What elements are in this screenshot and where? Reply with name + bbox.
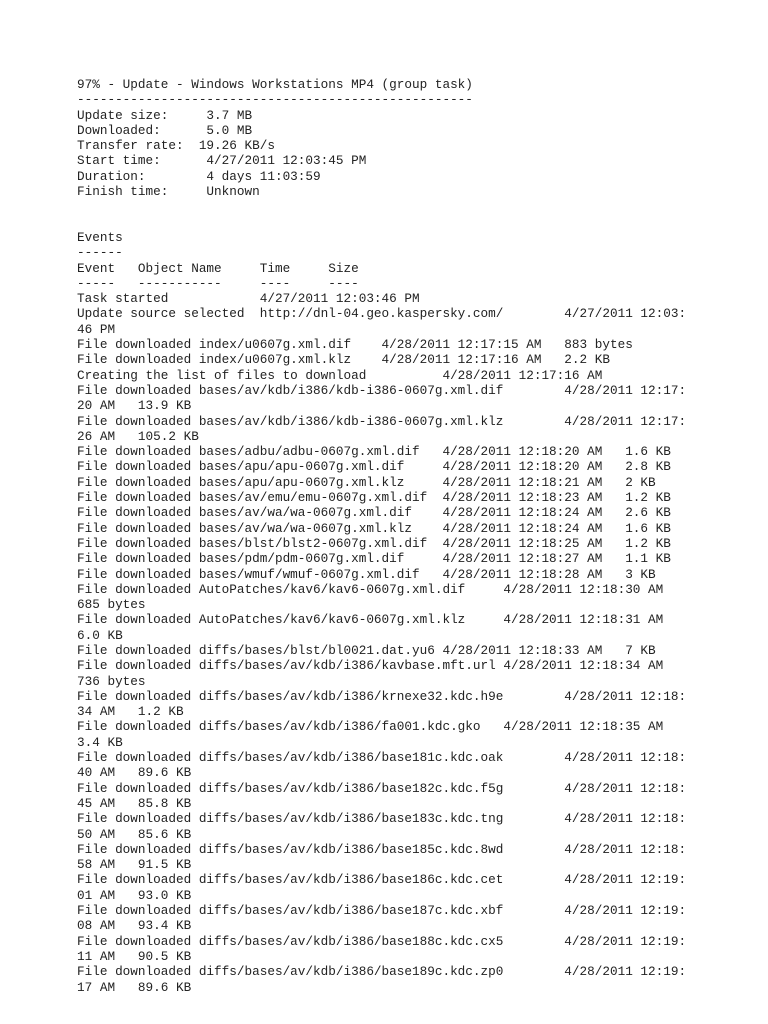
log-line: File downloaded diffs/bases/av/kdb/i386/base185c.kdc.8wd 4/28/2011 12:18: (77, 841, 687, 857)
log-line: 97% - Update - Windows Workstations MP4 (group task) (77, 77, 473, 92)
log-line: File downloaded AutoPatches/kav6/kav6-0607g.xml.klz 4/28/2011 12:18:31 AM (77, 612, 664, 628)
log-line: 736 bytes (77, 673, 146, 689)
log-line: 6.0 KB (77, 627, 123, 643)
log-line: File downloaded diffs/bases/av/kdb/i386/krnexe32.kdc.h9e 4/28/2011 12:18: (77, 688, 687, 704)
log-line: File downloaded diffs/bases/av/kdb/i386/base186c.kdc.cet 4/28/2011 12:19: (77, 872, 687, 888)
log-line: Update source selected http://dnl-04.geo.kaspersky.com/ 4/27/2011 12:03: (77, 306, 687, 322)
log-line: File downloaded bases/av/wa/wa-0607g.xml.dif 4/28/2011 12:18:24 AM 2.6 KB (77, 505, 671, 521)
log-line: 46 PM (77, 321, 116, 337)
log-line: File downloaded bases/apu/apu-0607g.xml.klz 4/28/2011 12:18:21 AM 2 KB (77, 474, 656, 490)
log-line: Events (77, 229, 123, 245)
log-line: 20 AM 13.9 KB (77, 398, 192, 414)
log-line: ---------------------------------------------------- (77, 92, 473, 108)
log-line: File downloaded index/u0607g.xml.klz 4/28/2011 12:17:16 AM 2.2 KB (77, 352, 610, 368)
log-line: 58 AM 91.5 KB (77, 857, 192, 873)
log-line: 17 AM 89.6 KB (77, 979, 192, 995)
log-line: File downloaded diffs/bases/av/kdb/i386/fa001.kdc.gko 4/28/2011 12:18:35 AM (77, 719, 664, 735)
log-line: File downloaded diffs/bases/av/kdb/i386/base183c.kdc.tng 4/28/2011 12:18: (77, 811, 687, 827)
log-line: File downloaded diffs/bases/av/kdb/i386/kavbase.mft.url 4/28/2011 12:18:34 AM (77, 658, 664, 674)
log-line: 11 AM 90.5 KB (77, 948, 192, 964)
log-line: File downloaded diffs/bases/av/kdb/i386/base189c.kdc.zp0 4/28/2011 12:19: (77, 964, 687, 980)
log-line: File downloaded bases/pdm/pdm-0607g.xml.dif 4/28/2011 12:18:27 AM 1.1 KB (77, 551, 671, 567)
log-line: 45 AM 85.8 KB (77, 795, 192, 811)
log-line: File downloaded bases/av/wa/wa-0607g.xml.klz 4/28/2011 12:18:24 AM 1.6 KB (77, 520, 671, 536)
log-line: File downloaded bases/adbu/adbu-0607g.xml.dif 4/28/2011 12:18:20 AM 1.6 KB (77, 444, 671, 460)
log-line: File downloaded bases/wmuf/wmuf-0607g.xml.dif 4/28/2011 12:18:28 AM 3 KB (77, 566, 656, 582)
log-line: Creating the list of files to download 4/28/2011 12:17:16 AM (77, 367, 603, 383)
log-line: File downloaded diffs/bases/av/kdb/i386/base181c.kdc.oak 4/28/2011 12:18: (77, 750, 687, 766)
log-line: File downloaded AutoPatches/kav6/kav6-0607g.xml.dif 4/28/2011 12:18:30 AM (77, 581, 664, 597)
log-line: 26 AM 105.2 KB (77, 428, 199, 444)
log-line: 01 AM 93.0 KB (77, 887, 192, 903)
log-line: File downloaded diffs/bases/av/kdb/i386/base187c.kdc.xbf 4/28/2011 12:19: (77, 903, 687, 919)
log-line: Finish time: Unknown (77, 184, 260, 200)
log-line (77, 199, 686, 214)
log-line: File downloaded index/u0607g.xml.dif 4/28/2011 12:17:15 AM 883 bytes (77, 337, 633, 353)
update-log-text (77, 77, 686, 995)
log-line: Event Object Name Time Size (77, 260, 359, 276)
log-line: File downloaded bases/av/kdb/i386/kdb-i386-0607g.xml.dif 4/28/2011 12:17: (77, 382, 687, 398)
log-line: File downloaded bases/av/emu/emu-0607g.xml.dif 4/28/2011 12:18:23 AM 1.2 KB (77, 490, 671, 506)
log-line: File downloaded diffs/bases/blst/bl0021.dat.yu6 4/28/2011 12:18:33 AM 7 KB (77, 642, 656, 658)
log-line: File downloaded bases/blst/blst2-0607g.xml.dif 4/28/2011 12:18:25 AM 1.2 KB (77, 535, 671, 551)
log-line: ----- ----------- ---- ---- (77, 275, 359, 291)
log-line: 08 AM 93.4 KB (77, 918, 192, 934)
log-line: Downloaded: 5.0 MB (77, 122, 253, 138)
log-line (77, 215, 686, 230)
log-line: File downloaded bases/apu/apu-0607g.xml.dif 4/28/2011 12:18:20 AM 2.8 KB (77, 459, 671, 475)
log-line: Update size: 3.7 MB (77, 107, 253, 123)
log-line: ------ (77, 245, 123, 261)
log-line: 3.4 KB (77, 734, 123, 750)
log-line: 40 AM 89.6 KB (77, 765, 192, 781)
log-line: File downloaded diffs/bases/av/kdb/i386/base182c.kdc.f5g 4/28/2011 12:18: (77, 780, 687, 796)
log-line: File downloaded bases/av/kdb/i386/kdb-i386-0607g.xml.klz 4/28/2011 12:17: (77, 413, 687, 429)
log-line: 685 bytes (77, 597, 146, 613)
log-line: Transfer rate: 19.26 KB/s (77, 138, 275, 154)
log-line: Duration: 4 days 11:03:59 (77, 168, 321, 184)
log-line: Task started 4/27/2011 12:03:46 PM (77, 291, 420, 307)
log-line: 34 AM 1.2 KB (77, 704, 184, 720)
log-line: File downloaded diffs/bases/av/kdb/i386/base188c.kdc.cx5 4/28/2011 12:19: (77, 933, 687, 949)
log-line: 50 AM 85.6 KB (77, 826, 192, 842)
log-line: Start time: 4/27/2011 12:03:45 PM (77, 153, 367, 169)
